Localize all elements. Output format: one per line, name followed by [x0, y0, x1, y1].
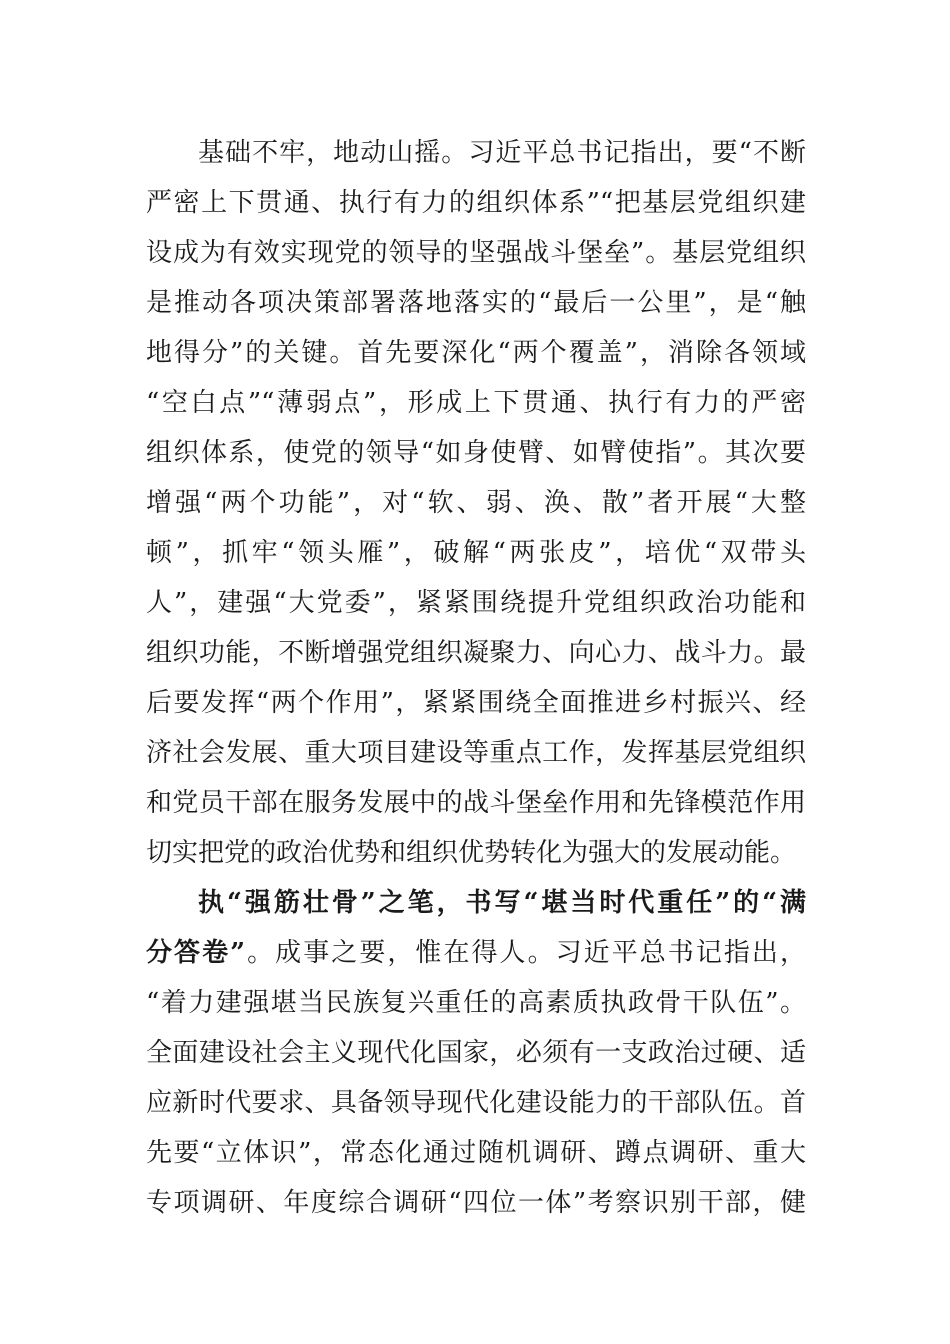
text-line: “着力建强堪当民族复兴重任的高素质执政骨干队伍”。 — [146, 988, 806, 1018]
paragraph-cadres — [146, 878, 806, 1228]
text-line: 地得分”的关键。首先要深化“两个覆盖”，消除各领域 — [146, 338, 806, 368]
section-heading-end: 分答卷” — [146, 938, 246, 968]
text-line: 组织功能，不断增强党组织凝聚力、向心力、战斗力。最 — [146, 638, 806, 668]
text-span: 。成事之要，惟在得人。习近平总书记指出， — [245, 938, 806, 968]
text-line: 增强“两个功能”，对“软、弱、涣、散”者开展“大整 — [146, 488, 806, 518]
text-line — [146, 928, 806, 978]
text-line: 组织体系，使党的领导“如身使臂、如臂使指”。其次要 — [146, 438, 806, 468]
text-line: “空白点”“薄弱点”，形成上下贯通、执行有力的严密 — [146, 388, 806, 418]
text-line: 设成为有效实现党的领导的坚强战斗堡垒”。基层党组织 — [146, 238, 806, 268]
text-line: 人”，建强“大党委”，紧紧围绕提升党组织政治功能和 — [146, 588, 806, 618]
text-line: 先要“立体识”，常态化通过随机调研、蹲点调研、重大 — [146, 1138, 806, 1168]
text-line: 和党员干部在服务发展中的战斗堡垒作用和先锋模范作用 — [146, 788, 806, 818]
text-line: 专项调研、年度综合调研“四位一体”考察识别干部，健 — [146, 1188, 806, 1218]
text-line: 全面建设社会主义现代化国家，必须有一支政治过硬、适 — [146, 1038, 806, 1068]
text-line: 严密上下贯通、执行有力的组织体系”“把基层党组织建 — [146, 188, 806, 218]
text-line: 是推动各项决策部署落地落实的“最后一公里”，是“触 — [146, 288, 806, 318]
text-line: 应新时代要求、具备领导现代化建设能力的干部队伍。首 — [146, 1088, 806, 1118]
text-line: 顿”，抓牢“领头雁”，破解“两张皮”，培优“双带头 — [146, 538, 806, 568]
text-line: 基础不牢，地动山摇。习近平总书记指出，要“不断 — [198, 138, 806, 168]
paragraph-grassroots — [146, 128, 806, 878]
text-line: 后要发挥“两个作用”，紧紧围绕全面推进乡村振兴、经 — [146, 688, 806, 718]
section-heading-line: 执“强筋壮骨”之笔，书写“堪当时代重任”的“满 — [198, 888, 806, 918]
text-line: 济社会发展、重大项目建设等重点工作，发挥基层党组织 — [146, 738, 806, 768]
text-line: 切实把党的政治优势和组织优势转化为强大的发展动能。 — [146, 838, 797, 868]
document-page — [146, 128, 806, 1228]
